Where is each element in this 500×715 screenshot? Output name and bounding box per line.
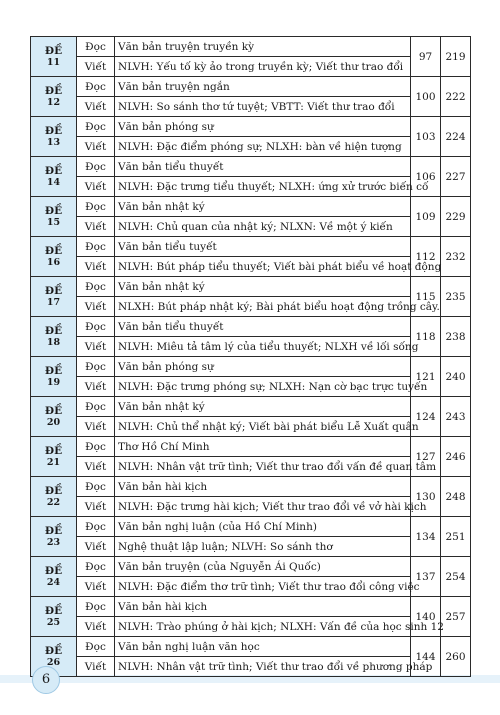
- read-label: Đọc: [77, 357, 115, 377]
- read-text: Văn bản nhật ký: [115, 397, 411, 417]
- section-label: [31, 37, 77, 77]
- section-row-write: [31, 617, 471, 637]
- page-answer: 232: [441, 237, 471, 277]
- write-label: Viết: [77, 97, 115, 117]
- page-start: 118: [411, 317, 441, 357]
- read-label: Đọc: [77, 557, 115, 577]
- write-text: NLVH: Chủ thể nhật ký; Viết bài phát biểu Lễ Xuất quân: [115, 417, 411, 437]
- page-answer: 257: [441, 597, 471, 637]
- write-label: Viết: [77, 417, 115, 437]
- read-label: Đọc: [77, 317, 115, 337]
- section-row-read: [31, 357, 471, 377]
- section-row-read: [31, 597, 471, 617]
- write-text: NLVH: So sánh thơ tứ tuyệt; VBTT: Viết thư trao đổi: [115, 97, 411, 117]
- page-answer: 224: [441, 117, 471, 157]
- read-label: Đọc: [77, 517, 115, 537]
- read-text: Văn bản truyện (của Nguyễn Ái Quốc): [115, 557, 411, 577]
- section-row-read: [31, 477, 471, 497]
- section-label-de: ĐỀ: [44, 204, 63, 217]
- section-number: 21: [46, 456, 61, 468]
- section-label: [31, 597, 77, 637]
- section-row-read: [31, 117, 471, 137]
- page-answer: 219: [441, 37, 471, 77]
- read-text: Văn bản hài kịch: [115, 477, 411, 497]
- write-text: NLVH: Miêu tả tâm lý của tiểu thuyết; NLXH về lối sống: [115, 337, 411, 357]
- read-text: Văn bản truyện ngắn: [115, 77, 411, 97]
- section-label: [31, 77, 77, 117]
- read-text: Văn bản phóng sự: [115, 117, 411, 137]
- read-text: Văn bản nghị luận văn học: [115, 637, 411, 657]
- section-label: [31, 557, 77, 597]
- section-label-de: ĐỀ: [44, 644, 63, 657]
- section-row-write: [31, 457, 471, 477]
- write-text: NLVH: Nhân vật trữ tình; Viết thư trao đổi vấn đề quan tâm: [115, 457, 411, 477]
- section-row-read: [31, 517, 471, 537]
- page-answer: 238: [441, 317, 471, 357]
- section-row-write: [31, 657, 471, 677]
- page-answer: 251: [441, 517, 471, 557]
- read-label: Đọc: [77, 277, 115, 297]
- page-answer: 246: [441, 437, 471, 477]
- write-label: Viết: [77, 257, 115, 277]
- write-text: NLVH: Nhân vật trữ tình; Viết thư trao đổi về phương pháp: [115, 657, 411, 677]
- page-start: 137: [411, 557, 441, 597]
- section-row-read: [31, 557, 471, 577]
- section-row-write: [31, 417, 471, 437]
- page-answer: 235: [441, 277, 471, 317]
- section-label-de: ĐỀ: [44, 444, 63, 457]
- section-label-de: ĐỀ: [44, 124, 63, 137]
- read-label: Đọc: [77, 197, 115, 217]
- write-text: NLVH: Chủ quan của nhật ký; NLXN: Về một ý kiến: [115, 217, 411, 237]
- read-label: Đọc: [77, 117, 115, 137]
- write-text: NLVH: Đặc điểm phóng sự; NLXH: bàn về hiện tượng: [115, 137, 411, 157]
- section-row-read: [31, 277, 471, 297]
- read-label: Đọc: [77, 77, 115, 97]
- write-text: NLXH: Bút pháp nhật ký; Bài phát biểu hoạt động trồng cây.: [115, 297, 411, 317]
- section-row-read: [31, 197, 471, 217]
- write-text: NLVH: Yếu tố kỳ ảo trong truyền kỳ; Viết thư trao đổi: [115, 57, 411, 77]
- section-label-de: ĐỀ: [44, 44, 63, 57]
- write-text: NLVH: Đặc trưng tiểu thuyết; NLXH: ứng xử trước biến cố: [115, 177, 411, 197]
- page-start: 112: [411, 237, 441, 277]
- section-label: [31, 117, 77, 157]
- section-number: 12: [46, 96, 61, 108]
- section-label-de: ĐỀ: [44, 524, 63, 537]
- write-label: Viết: [77, 577, 115, 597]
- section-number: 17: [46, 296, 61, 308]
- page-number-badge: [32, 666, 60, 694]
- section-number: 14: [46, 176, 61, 188]
- read-text: Văn bản tiểu thuyết: [115, 157, 411, 177]
- section-label-de: ĐỀ: [44, 284, 63, 297]
- section-number: 26: [46, 656, 61, 668]
- section-row-write: [31, 217, 471, 237]
- write-label: Viết: [77, 217, 115, 237]
- section-number: 24: [46, 576, 61, 588]
- read-label: Đọc: [77, 157, 115, 177]
- section-row-read: [31, 397, 471, 417]
- read-text: Thơ Hồ Chí Minh: [115, 437, 411, 457]
- read-text: Văn bản nhật ký: [115, 277, 411, 297]
- section-label-de: ĐỀ: [44, 484, 63, 497]
- page-start: 127: [411, 437, 441, 477]
- section-label: [31, 277, 77, 317]
- page-start: 121: [411, 357, 441, 397]
- write-text: Nghệ thuật lập luận; NLVH: So sánh thơ: [115, 537, 411, 557]
- read-label: Đọc: [77, 637, 115, 657]
- page-start: 130: [411, 477, 441, 517]
- page-start: 140: [411, 597, 441, 637]
- section-number: 23: [46, 536, 61, 548]
- section-label-de: ĐỀ: [44, 364, 63, 377]
- page-answer: 260: [441, 637, 471, 677]
- write-label: Viết: [77, 537, 115, 557]
- write-label: Viết: [77, 137, 115, 157]
- section-label-de: ĐỀ: [44, 84, 63, 97]
- section-label-de: ĐỀ: [44, 244, 63, 257]
- page-start: 100: [411, 77, 441, 117]
- section-label: [31, 477, 77, 517]
- write-text: NLVH: Đặc điểm thơ trữ tình; Viết thư trao đổi công việc: [115, 577, 411, 597]
- page-answer: 248: [441, 477, 471, 517]
- read-text: Văn bản tiểu thuyết: [115, 317, 411, 337]
- read-text: Văn bản phóng sự: [115, 357, 411, 377]
- section-number: 13: [46, 136, 61, 148]
- section-row-write: [31, 97, 471, 117]
- read-text: Văn bản hài kịch: [115, 597, 411, 617]
- section-row-write: [31, 337, 471, 357]
- page-start: 103: [411, 117, 441, 157]
- section-label-de: ĐỀ: [44, 404, 63, 417]
- write-label: Viết: [77, 377, 115, 397]
- section-row-read: [31, 317, 471, 337]
- section-label-de: ĐỀ: [44, 164, 63, 177]
- section-row-read: [31, 77, 471, 97]
- section-label-de: ĐỀ: [44, 324, 63, 337]
- section-row-write: [31, 137, 471, 157]
- read-text: Văn bản tiểu tuyết: [115, 237, 411, 257]
- section-number: 15: [46, 216, 61, 228]
- page-answer: 240: [441, 357, 471, 397]
- read-label: Đọc: [77, 477, 115, 497]
- contents-table: [30, 36, 471, 677]
- section-row-write: [31, 577, 471, 597]
- write-label: Viết: [77, 57, 115, 77]
- section-row-write: [31, 57, 471, 77]
- read-label: Đọc: [77, 397, 115, 417]
- write-text: NLVH: Đặc trưng hài kịch; Viết thư trao đổi về vở hài kịch: [115, 497, 411, 517]
- read-label: Đọc: [77, 37, 115, 57]
- section-row-read: [31, 437, 471, 457]
- write-label: Viết: [77, 497, 115, 517]
- section-number: 18: [46, 336, 61, 348]
- table-of-contents: [30, 36, 470, 677]
- section-row-write: [31, 177, 471, 197]
- page-answer: 222: [441, 77, 471, 117]
- section-row-write: [31, 297, 471, 317]
- section-row-write: [31, 537, 471, 557]
- write-text: NLVH: Trào phúng ở hài kịch; NLXH: Vấn đề của học sinh 12: [115, 617, 411, 637]
- section-label: [31, 317, 77, 357]
- section-number: 22: [46, 496, 61, 508]
- section-label: [31, 397, 77, 437]
- section-row-read: [31, 157, 471, 177]
- write-label: Viết: [77, 657, 115, 677]
- section-row-read: [31, 637, 471, 657]
- section-number: 16: [46, 256, 61, 268]
- page-start: 144: [411, 637, 441, 677]
- page-answer: 254: [441, 557, 471, 597]
- section-row-write: [31, 257, 471, 277]
- page-start: 106: [411, 157, 441, 197]
- write-text: NLVH: Đặc trưng phóng sự; NLXH: Nạn cờ bạc trực tuyến: [115, 377, 411, 397]
- section-label: [31, 237, 77, 277]
- read-label: Đọc: [77, 597, 115, 617]
- page-start: 124: [411, 397, 441, 437]
- section-label: [31, 197, 77, 237]
- write-label: Viết: [77, 617, 115, 637]
- write-text: NLVH: Bút pháp tiểu thuyết; Viết bài phát biểu về hoạt động: [115, 257, 411, 277]
- page-start: 134: [411, 517, 441, 557]
- section-label-de: ĐỀ: [44, 604, 63, 617]
- page-answer: 229: [441, 197, 471, 237]
- section-row-read: [31, 237, 471, 257]
- page-start: 97: [411, 37, 441, 77]
- read-text: Văn bản nhật ký: [115, 197, 411, 217]
- section-label: [31, 437, 77, 477]
- page-number: 6: [41, 672, 51, 687]
- section-label: [31, 517, 77, 557]
- section-label: [31, 357, 77, 397]
- read-text: Văn bản truyện truyền kỳ: [115, 37, 411, 57]
- section-number: 25: [46, 616, 61, 628]
- write-label: Viết: [77, 457, 115, 477]
- section-number: 11: [46, 56, 61, 68]
- section-label: [31, 157, 77, 197]
- section-row-write: [31, 497, 471, 517]
- write-label: Viết: [77, 297, 115, 317]
- section-number: 19: [46, 376, 61, 388]
- page-start: 115: [411, 277, 441, 317]
- section-label-de: ĐỀ: [44, 564, 63, 577]
- read-label: Đọc: [77, 237, 115, 257]
- section-row-write: [31, 377, 471, 397]
- read-label: Đọc: [77, 437, 115, 457]
- page-answer: 243: [441, 397, 471, 437]
- section-row-read: [31, 37, 471, 57]
- section-number: 20: [46, 416, 61, 428]
- write-label: Viết: [77, 177, 115, 197]
- page-answer: 227: [441, 157, 471, 197]
- write-label: Viết: [77, 337, 115, 357]
- read-text: Văn bản nghị luận (của Hồ Chí Minh): [115, 517, 411, 537]
- page-start: 109: [411, 197, 441, 237]
